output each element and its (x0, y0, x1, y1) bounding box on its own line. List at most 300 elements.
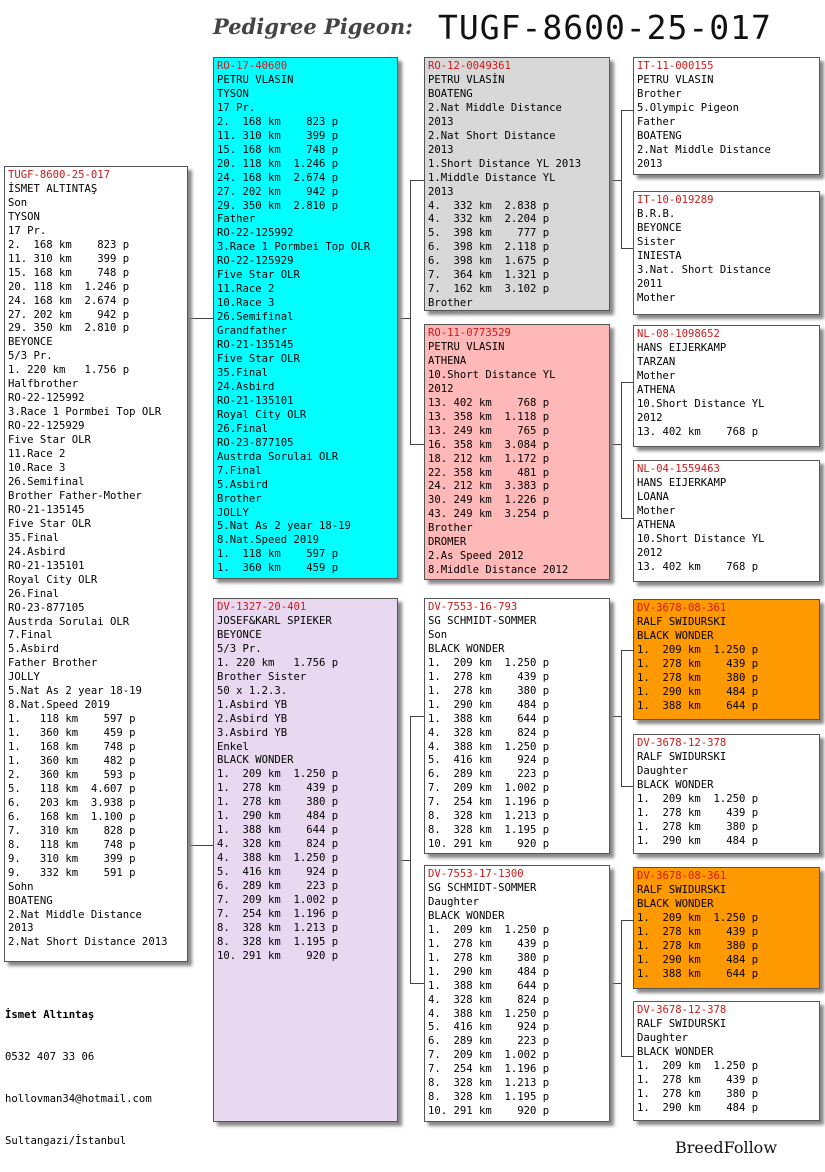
connector-ds-stub (610, 716, 622, 717)
connector-dam-stub (398, 860, 411, 861)
pedigree-line: 3.Nat. Short Distance (637, 263, 771, 276)
pedigree-line: 5. 416 km 924 p (428, 1021, 550, 1034)
pedigree-line: 24. 168 km 2.674 p (217, 171, 339, 184)
pedigree-line: Halfbrother (8, 378, 79, 391)
owner-phone: 0532 407 33 06 (5, 1051, 95, 1063)
pedigree-line: Royal City OLR (8, 573, 98, 586)
pedigree-line: 3.Race 1 Pormbei Top OLR (217, 241, 371, 254)
pedigree-line: BOATENG (428, 87, 473, 100)
dam-sire-card[interactable] (424, 598, 610, 854)
pedigree-line: RO-22-125992 (8, 392, 85, 405)
pedigree-line: 4. 328 km 824 p (217, 838, 339, 851)
connector-sd (621, 382, 622, 518)
pedigree-line: 1. 278 km 439 p (428, 670, 550, 683)
pedigree-line: 11.Race 2 (217, 283, 275, 296)
pedigree-line: 2. 168 km 823 p (217, 115, 339, 128)
pedigree-line: 7. 364 km 1.321 p (428, 269, 550, 282)
dss-card[interactable] (633, 599, 820, 720)
ring-number: RO-17-40600 (217, 60, 288, 72)
owner-name: İsmet Altıntaş (5, 1009, 95, 1021)
pedigree-line: 26.Semifinal (8, 475, 85, 488)
pedigree-line: RALF SWIDURSKI (637, 1017, 727, 1030)
pedigree-line: 2.As Speed 2012 (428, 550, 524, 563)
pedigree-line: 4. 328 km 824 p (428, 726, 550, 739)
pedigree-line: 1. 278 km 380 p (637, 1087, 759, 1100)
pedigree-line: 1. 290 km 484 p (637, 834, 759, 847)
pedigree-line: 1.Middle Distance YL (428, 171, 556, 184)
pedigree-line: RO-21-135145 (217, 339, 294, 352)
pedigree-line: 29. 350 km 2.810 p (8, 322, 130, 335)
pedigree-line: 10.Race 3 (217, 297, 275, 310)
pedigree-line: RO-22-125992 (217, 227, 294, 240)
pedigree-line: BLACK WONDER (428, 642, 505, 655)
pedigree-line: 20. 118 km 1.246 p (8, 280, 130, 293)
pedigree-line: Enkel (217, 740, 249, 753)
pedigree-line: 11. 310 km 399 p (217, 129, 339, 142)
pedigree-line: 1. 220 km 1.756 p (217, 656, 339, 669)
pedigree-line: PETRU VLASIN (217, 73, 294, 86)
pedigree-line: 13. 358 km 1.118 p (428, 410, 550, 423)
pedigree-line: Father Brother (8, 657, 98, 670)
pedigree-line: 13. 402 km 768 p (428, 396, 550, 409)
pedigree-line: 8. 328 km 1.195 p (428, 824, 550, 837)
ring-number: TUGF-8600-25-017 (8, 169, 111, 181)
pedigree-line: 22. 358 km 481 p (428, 466, 550, 479)
pedigree-line: BOATENG (8, 894, 53, 907)
pedigree-line: 11. 310 km 399 p (8, 252, 130, 265)
pedigree-line: Sohn (8, 880, 34, 893)
pedigree-line: BLACK WONDER (637, 629, 714, 642)
pedigree-line: 5. 398 km 777 p (428, 227, 550, 240)
connector-ds-top (621, 650, 633, 651)
pedigree-line: 2. 360 km 593 p (8, 768, 136, 781)
brand-logo-text: BreedFollow (675, 1138, 778, 1157)
pedigree-line: 4. 332 km 2.838 p (428, 199, 550, 212)
connector-dam-top (410, 716, 424, 717)
pedigree-line: 1. 388 km 644 p (428, 712, 550, 725)
pedigree-line: Five Star OLR (8, 434, 91, 447)
pedigree-line: BLACK WONDER (428, 909, 505, 922)
pedigree-line: 2.Nat Middle Distance (8, 908, 142, 921)
pedigree-line: 24.Asbird (8, 545, 66, 558)
pedigree-line: 26.Semifinal (217, 311, 294, 324)
connector-ds-bottom (621, 786, 633, 787)
pedigree-line: Austrda Sorulai OLR (217, 450, 339, 463)
pedigree-line: INIESTA (637, 249, 682, 262)
pedigree-line: ATHENA (637, 383, 676, 396)
pedigree-label: Pedigree Pigeon: (213, 14, 413, 39)
pedigree-line: Son (8, 196, 28, 209)
pedigree-line: Royal City OLR (217, 408, 307, 421)
pedigree-line: Brother Sister (217, 670, 307, 683)
pedigree-line: RALF SWIDURSKI (637, 883, 727, 896)
subject-card[interactable] (4, 166, 188, 962)
connector-sd-top (621, 382, 633, 383)
connector-dd-bottom (621, 1056, 633, 1057)
pedigree-line: 8. 328 km 1.213 p (428, 1077, 550, 1090)
pedigree-line: 10.Short Distance YL (637, 532, 765, 545)
pedigree-line: 1. 290 km 484 p (637, 953, 759, 966)
pedigree-line: Son (428, 628, 448, 641)
pedigree-line: 8. 328 km 1.195 p (428, 1091, 550, 1104)
pedigree-line: 1. 278 km 380 p (637, 671, 759, 684)
pedigree-line: 10.Short Distance YL (428, 368, 556, 381)
pedigree-line: Mother (637, 291, 676, 304)
pedigree-line: 10. 291 km 920 p (217, 949, 339, 962)
pedigree-line: TARZAN (637, 355, 676, 368)
pedigree-line: 1. 388 km 644 p (217, 824, 339, 837)
pedigree-line: 9. 310 km 399 p (8, 852, 136, 865)
connector-dam-bottom (410, 983, 424, 984)
pedigree-line: 1. 209 km 1.250 p (217, 768, 339, 781)
pedigree-line: 2013 (428, 143, 454, 156)
pedigree-line: 6. 398 km 1.675 p (428, 255, 550, 268)
pedigree-line: 5.Asbird (217, 478, 269, 491)
pedigree-line: 1. 118 km 597 p (217, 548, 339, 561)
sire-card[interactable] (213, 57, 398, 579)
connector-dd-stub (610, 983, 622, 984)
pedigree-line: 7. 254 km 1.196 p (428, 1063, 550, 1076)
pedigree-line: 3.Asbird YB (217, 726, 288, 739)
pedigree-line: 6. 289 km 223 p (217, 880, 339, 893)
pedigree-line: 1. 209 km 1.250 p (637, 792, 759, 805)
pedigree-line: Brother Father-Mother (8, 489, 142, 502)
dds-card[interactable] (633, 867, 820, 989)
ring-number: DV-3678-12-378 (637, 737, 727, 749)
pedigree-line: Five Star OLR (217, 269, 300, 282)
sds-card[interactable] (633, 325, 820, 447)
pedigree-line: BEYONCE (217, 628, 262, 641)
sire-sire-card[interactable] (424, 57, 610, 311)
pedigree-line: Austrda Sorulai OLR (8, 615, 130, 628)
pedigree-line: RO-23-877105 (217, 436, 294, 449)
pedigree-line: RALF SWIDURSKI (637, 750, 727, 763)
pedigree-line: PETRU VLASİN (428, 73, 505, 86)
connector-sire-top (410, 180, 424, 181)
pedigree-line: 1. 118 km 597 p (8, 713, 136, 726)
pedigree-line: 1. 290 km 484 p (217, 810, 339, 823)
pedigree-line: Brother (637, 87, 682, 100)
pedigree-line: SG SCHMIDT-SOMMER (428, 881, 537, 894)
connector-ss-stub (610, 180, 622, 181)
pedigree-line: Mother (637, 504, 676, 517)
pedigree-line: TYSON (8, 210, 40, 223)
pedigree-line: 1. 278 km 439 p (637, 925, 759, 938)
pedigree-line: 5. 118 km 4.607 p (8, 782, 136, 795)
pedigree-line: 1. 168 km 748 p (8, 741, 136, 754)
pedigree-line: 10. 291 km 920 p (428, 838, 550, 851)
pedigree-line: 17 Pr. (8, 224, 47, 237)
pedigree-line: RO-22-125929 (8, 420, 85, 433)
pedigree-line: 2. 168 km 823 p (8, 238, 130, 251)
pedigree-line: 7. 310 km 828 p (8, 824, 136, 837)
pedigree-line: 7.Final (217, 464, 262, 477)
connector-dd-top (621, 920, 633, 921)
connector-ds (621, 650, 622, 786)
pedigree-line: 13. 402 km 768 p (637, 425, 759, 438)
pedigree-line: 10.Race 3 (8, 462, 66, 475)
pedigree-line: BLACK WONDER (637, 897, 714, 910)
connector-dam (410, 716, 411, 983)
pedigree-line: 5.Asbird (8, 643, 60, 656)
pedigree-line: 6. 289 km 223 p (428, 768, 550, 781)
pedigree-line: 5.Nat As 2 year 18-19 (217, 520, 351, 533)
connector-sd-bottom (621, 518, 633, 519)
pedigree-line: 1. 360 km 482 p (8, 755, 136, 768)
pedigree-line: Brother (217, 492, 262, 505)
connector-sire-bottom (410, 444, 424, 445)
pedigree-line: 7. 209 km 1.002 p (428, 782, 550, 795)
pedigree-line: 17 Pr. (217, 101, 256, 114)
pedigree-line: 1. 388 km 644 p (637, 967, 759, 980)
pedigree-line: LOANA (637, 490, 669, 503)
pedigree-line: ATHENA (428, 354, 467, 367)
pedigree-line: 2013 (428, 185, 454, 198)
pedigree-line: 1. 209 km 1.250 p (637, 643, 759, 656)
pedigree-line: 1. 278 km 380 p (637, 820, 759, 833)
pedigree-line: ATHENA (637, 518, 676, 531)
pedigree-line: 1. 278 km 439 p (637, 806, 759, 819)
pedigree-line: 7. 254 km 1.196 p (428, 796, 550, 809)
pedigree-line: RO-22-125929 (217, 255, 294, 268)
pedigree-line: RO-21-135145 (8, 503, 85, 516)
pedigree-line: Daughter (428, 895, 480, 908)
pedigree-line: 24.Asbird (217, 380, 275, 393)
pedigree-line: 16. 358 km 3.084 p (428, 438, 550, 451)
dam-dam-card[interactable] (424, 865, 610, 1122)
ring-number: IT-11-000155 (637, 60, 714, 72)
pedigree-line: Daughter (637, 764, 689, 777)
pedigree-line: 13. 402 km 768 p (637, 560, 759, 573)
pedigree-line: 5.Olympic Pigeon (637, 101, 740, 114)
pedigree-line: 8. 328 km 1.213 p (217, 921, 339, 934)
pedigree-line: Brother (428, 297, 473, 310)
pedigree-line: 20. 118 km 1.246 p (217, 157, 339, 170)
ring-number: DV-7553-17-1300 (428, 868, 524, 880)
connector-dd (621, 920, 622, 1056)
pedigree-line: 4. 328 km 824 p (428, 993, 550, 1006)
pedigree-line: 8. 118 km 748 p (8, 838, 136, 851)
owner-email[interactable]: hollovman34@hotmail.com (5, 1093, 152, 1105)
pedigree-line: 24. 212 km 3.383 p (428, 480, 550, 493)
pedigree-line: TYSON (217, 87, 249, 100)
pedigree-line: 8.Nat.Speed 2019 (217, 534, 320, 547)
pedigree-line: PETRU VLASIN (637, 73, 714, 86)
pedigree-line: İSMET ALTINTAŞ (8, 182, 98, 195)
pedigree-line: 2.Nat Middle Distance (428, 101, 562, 114)
pedigree-line: Father (217, 213, 256, 226)
pedigree-line: 10. 291 km 920 p (428, 1105, 550, 1118)
ring-number: DV-3678-08-361 (637, 870, 727, 882)
pedigree-line: 2012 (428, 382, 454, 395)
connector-sire (410, 180, 411, 444)
pedigree-line: 2.Nat Short Distance 2013 (8, 936, 168, 949)
pedigree-line: Five Star OLR (8, 517, 91, 530)
pedigree-line: 1. 290 km 484 p (428, 965, 550, 978)
sss-card[interactable] (633, 57, 820, 175)
pedigree-line: 1. 290 km 484 p (637, 685, 759, 698)
pedigree-line: 35.Final (8, 531, 60, 544)
pedigree-line: 5. 416 km 924 p (428, 754, 550, 767)
connector-ss (621, 110, 622, 248)
pedigree-line: 2012 (637, 546, 663, 559)
pedigree-line: 7. 162 km 3.102 p (428, 283, 550, 296)
pedigree-line: 1. 209 km 1.250 p (428, 923, 550, 936)
pedigree-line: HANS EIJERKAMP (637, 341, 727, 354)
pedigree-line: 15. 168 km 748 p (217, 143, 339, 156)
pedigree-line: PETRU VLASIN (428, 340, 505, 353)
sire-dam-card[interactable] (424, 324, 610, 580)
dam-card[interactable] (213, 598, 398, 1122)
pedigree-line: Father (637, 115, 676, 128)
pedigree-line: Daughter (637, 1031, 689, 1044)
pedigree-line: 1. 209 km 1.250 p (637, 911, 759, 924)
pedigree-line: 5/3 Pr. (217, 642, 262, 655)
ring-number: DV-3678-08-361 (637, 602, 727, 614)
pedigree-line: 2.Asbird YB (217, 712, 288, 725)
pedigree-line: 11.Race 2 (8, 448, 66, 461)
pedigree-line: 10.Short Distance YL (637, 397, 765, 410)
pedigree-line: HANS EIJERKAMP (637, 476, 727, 489)
pedigree-line: 27. 202 km 942 p (217, 185, 339, 198)
pedigree-line: 43. 249 km 3.254 p (428, 508, 550, 521)
pedigree-line: 7. 209 km 1.002 p (428, 1049, 550, 1062)
pedigree-line: 2013 (8, 922, 34, 935)
pedigree-line: 24. 168 km 2.674 p (8, 294, 130, 307)
pedigree-line: 1. 290 km 484 p (637, 1101, 759, 1114)
pedigree-line: 1. 209 km 1.250 p (637, 1059, 759, 1072)
pedigree-line: 8.Middle Distance 2012 (428, 564, 569, 577)
pedigree-line: 2.Nat Short Distance (428, 129, 556, 142)
connector-gen1 (189, 318, 190, 845)
connector-ss-bottom (621, 248, 633, 249)
pedigree-line: 2.Nat Middle Distance (637, 143, 771, 156)
subject-ring-number: TUGF-8600-25-017 (438, 8, 772, 47)
pedigree-line: 1. 278 km 439 p (217, 782, 339, 795)
pedigree-line: 1. 388 km 644 p (637, 699, 759, 712)
pedigree-line: 5.Nat As 2 year 18-19 (8, 685, 142, 698)
pedigree-line: 5/3 Pr. (8, 350, 53, 363)
pedigree-line: 2013 (428, 115, 454, 128)
pedigree-line: 26.Final (217, 422, 269, 435)
pedigree-line: 1. 278 km 439 p (637, 1073, 759, 1086)
pedigree-line: 6. 168 km 1.100 p (8, 810, 136, 823)
ring-number: IT-10-019289 (637, 194, 714, 206)
pedigree-line: 1.Short Distance YL 2013 (428, 157, 582, 170)
pedigree-line: BLACK WONDER (217, 754, 294, 767)
owner-info (5, 980, 152, 1162)
pedigree-line: Mother (637, 369, 676, 382)
pedigree-line: 1. 220 km 1.756 p (8, 364, 130, 377)
connector-gen1-top (189, 318, 213, 319)
ring-number: RO-11-0773529 (428, 327, 511, 339)
pedigree-line: 1. 360 km 459 p (8, 727, 136, 740)
ring-number: NL-08-1098652 (637, 328, 720, 340)
pedigree-line: BEYONCE (8, 336, 53, 349)
pedigree-line: 2011 (637, 277, 663, 290)
pedigree-line: RALF SWIDURSKI (637, 615, 727, 628)
pedigree-line: 8.Nat.Speed 2019 (8, 699, 111, 712)
pedigree-line: 1. 278 km 380 p (428, 951, 550, 964)
connector-sire-stub (398, 318, 411, 319)
pedigree-line: SG SCHMIDT-SOMMER (428, 614, 537, 627)
pedigree-line: 15. 168 km 748 p (8, 266, 130, 279)
pedigree-line: RO-21-135101 (8, 559, 85, 572)
ring-number: DV-1327-20-401 (217, 601, 307, 613)
pedigree-line: 8. 328 km 1.213 p (428, 810, 550, 823)
pedigree-line: 1. 278 km 380 p (428, 684, 550, 697)
dsd-card[interactable] (633, 734, 820, 854)
connector-sd-stub (610, 444, 622, 445)
pedigree-line: 1. 388 km 644 p (428, 979, 550, 992)
pedigree-line: 4. 388 km 1.250 p (428, 1007, 550, 1020)
pedigree-line: 50 x 1.2.3. (217, 684, 288, 697)
pedigree-line: 4. 388 km 1.250 p (217, 852, 339, 865)
pedigree-line: 7.Final (8, 629, 53, 642)
ring-number: DV-3678-12-378 (637, 1004, 727, 1016)
owner-location: Sultangazi/İstanbul (5, 1135, 127, 1147)
pedigree-line: 1. 278 km 380 p (637, 939, 759, 952)
ring-number: DV-7553-16-793 (428, 601, 518, 613)
pedigree-line: 4. 388 km 1.250 p (428, 740, 550, 753)
pedigree-line: BLACK WONDER (637, 778, 714, 791)
connector-ss-top (621, 110, 633, 111)
pedigree-line: BOATENG (637, 129, 682, 142)
pedigree-line: 1. 278 km 380 p (217, 796, 339, 809)
pedigree-line: 1. 290 km 484 p (428, 698, 550, 711)
pedigree-line: 6. 398 km 2.118 p (428, 241, 550, 254)
pedigree-line: 4. 332 km 2.204 p (428, 213, 550, 226)
pedigree-line: 1. 209 km 1.250 p (428, 656, 550, 669)
ring-number: NL-04-1559463 (637, 463, 720, 475)
pedigree-line: Brother (428, 522, 473, 535)
pedigree-line: 35.Final (217, 366, 269, 379)
pedigree-line: 6. 289 km 223 p (428, 1035, 550, 1048)
pedigree-line: DROMER (428, 536, 467, 549)
pedigree-line: 18. 212 km 1.172 p (428, 452, 550, 465)
pedigree-line: JOLLY (217, 506, 249, 519)
ssd-card[interactable] (633, 191, 820, 315)
pedigree-line: 7. 209 km 1.002 p (217, 894, 339, 907)
pedigree-line: 30. 249 km 1.226 p (428, 494, 550, 507)
pedigree-line: JOLLY (8, 671, 40, 684)
pedigree-line: 27. 202 km 942 p (8, 308, 130, 321)
pedigree-line: 2012 (637, 411, 663, 424)
pedigree-line: 13. 249 km 765 p (428, 424, 550, 437)
pedigree-line: 5. 416 km 924 p (217, 866, 339, 879)
connector-gen1-bottom (189, 845, 213, 846)
sdd-card[interactable] (633, 460, 820, 582)
pedigree-line: RO-23-877105 (8, 601, 85, 614)
pedigree-line: 1.Asbird YB (217, 698, 288, 711)
pedigree-line: Grandfather (217, 325, 288, 338)
pedigree-line: 6. 203 km 3.938 p (8, 796, 136, 809)
pedigree-line: 1. 278 km 439 p (637, 657, 759, 670)
ring-number: RO-12-0049361 (428, 60, 511, 72)
pedigree-line: 7. 254 km 1.196 p (217, 907, 339, 920)
pedigree-line: JOSEF&KARL SPIEKER (217, 614, 332, 627)
pedigree-line: BLACK WONDER (637, 1045, 714, 1058)
pedigree-line: B.R.B. (637, 207, 676, 220)
pedigree-line: Sister (637, 235, 676, 248)
ddd-card[interactable] (633, 1001, 820, 1121)
pedigree-line: 26.Final (8, 587, 60, 600)
pedigree-line: 3.Race 1 Pormbei Top OLR (8, 406, 162, 419)
pedigree-line: 1. 278 km 439 p (428, 937, 550, 950)
pedigree-line: 2013 (637, 157, 663, 170)
pedigree-line: 1. 360 km 459 p (217, 562, 339, 575)
pedigree-line: 8. 328 km 1.195 p (217, 935, 339, 948)
